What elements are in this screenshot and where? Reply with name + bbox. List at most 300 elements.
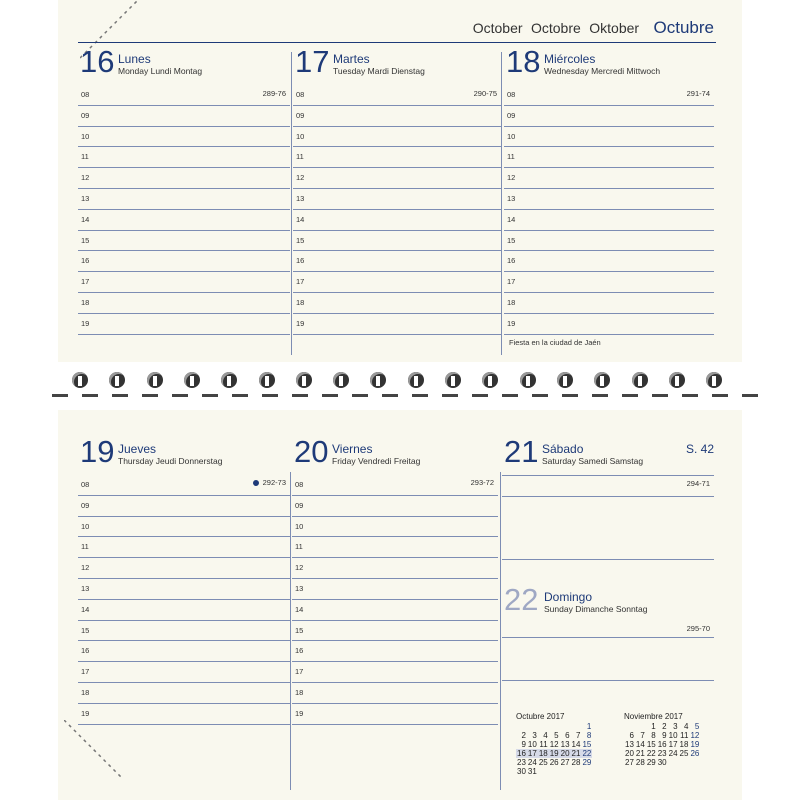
mini-calendar-day (689, 758, 700, 767)
hour-label: 12 (296, 173, 305, 183)
hour-row[interactable] (78, 558, 290, 579)
mini-calendar-day: 17 (668, 740, 678, 749)
fold-dash (412, 394, 428, 397)
month-german: Oktober (589, 20, 640, 36)
hour-label: 17 (507, 277, 516, 287)
fold-dash (562, 394, 578, 397)
mini-calendar-day: 21 (571, 749, 581, 758)
mini-calendar-day: 18 (679, 740, 689, 749)
hour-label: 11 (81, 152, 89, 162)
hour-label: 09 (295, 500, 304, 510)
mini-calendar-day: 9 (521, 740, 526, 749)
line (502, 496, 714, 497)
day-of-year-ref: 291-74 (686, 89, 710, 98)
day-number: 16 (80, 44, 115, 79)
fold-dash (592, 394, 608, 397)
hour-row[interactable] (78, 496, 290, 517)
hour-row[interactable] (78, 272, 290, 293)
mini-calendar-grid (624, 722, 700, 767)
hour-label: 18 (295, 687, 304, 697)
hour-row[interactable] (78, 189, 290, 210)
mini-calendar-day: 20 (560, 749, 570, 758)
mini-calendar-day: 5 (554, 731, 559, 740)
hour-row[interactable] (504, 314, 714, 335)
mini-calendar-day (527, 722, 538, 731)
hour-label: 14 (295, 604, 304, 614)
binding-ring (259, 372, 275, 388)
hour-row[interactable] (504, 251, 714, 272)
hour-row[interactable] (293, 106, 501, 127)
mini-calendar-day (549, 722, 560, 731)
holiday-note: Fiesta en la ciudad de Jaén (509, 338, 601, 347)
day-number: 20 (294, 434, 329, 469)
hour-row[interactable] (78, 662, 290, 683)
fold-dash (472, 394, 488, 397)
hour-row[interactable] (292, 537, 498, 558)
fold-dash (262, 394, 278, 397)
hour-row[interactable] (78, 537, 290, 558)
hour-label: 17 (295, 667, 304, 677)
top-planner-page (58, 0, 742, 362)
hour-row[interactable] (293, 189, 501, 210)
hour-row[interactable] (78, 641, 290, 662)
day-number: 19 (80, 434, 115, 469)
hour-row[interactable] (292, 558, 498, 579)
day-of-year-ref: 295-70 (686, 624, 710, 633)
mini-calendar-day: 1 (586, 722, 592, 731)
mini-calendar-day (538, 767, 549, 776)
mini-calendar-day: 7 (640, 731, 645, 740)
mini-calendar-day: 11 (539, 740, 548, 749)
column-divider (500, 472, 501, 790)
binding-ring (594, 372, 610, 388)
hour-label: 14 (296, 214, 305, 224)
mini-calendar-week (624, 722, 700, 731)
hour-label: 18 (507, 297, 516, 307)
hour-row[interactable] (504, 293, 714, 314)
hour-label: 19 (295, 708, 304, 718)
mini-calendar-day: 22 (646, 749, 656, 758)
hour-row[interactable] (293, 293, 501, 314)
hour-row[interactable] (293, 272, 501, 293)
hour-row[interactable] (292, 579, 498, 600)
binding-ring (296, 372, 312, 388)
mini-calendar-day (560, 722, 571, 731)
hour-label: 08 (296, 90, 305, 99)
day-translations: Sunday Dimanche Sonntag (544, 604, 648, 614)
hour-row[interactable] (292, 600, 498, 621)
binding-ring (408, 372, 424, 388)
mini-calendar-day: 8 (586, 731, 592, 740)
mini-calendar-week (624, 749, 700, 758)
day-column-wednesday (504, 44, 714, 350)
day-number: 21 (504, 434, 539, 469)
hour-label: 10 (81, 521, 90, 531)
binding-ring (445, 372, 461, 388)
mini-calendar-day: 24 (527, 758, 537, 767)
hour-label: 18 (81, 297, 90, 307)
mini-calendar-day: 12 (690, 731, 700, 740)
hour-grid (293, 85, 501, 335)
mini-calendar-title: Octubre 2017 (516, 712, 565, 721)
hour-row[interactable] (504, 189, 714, 210)
mini-calendar-day: 27 (625, 758, 634, 767)
fold-dash (142, 394, 158, 397)
mini-calendar-day: 4 (543, 731, 548, 740)
hour-label: 13 (81, 193, 90, 203)
mini-calendar-day: 18 (538, 749, 548, 758)
day-name: Domingo (544, 590, 593, 604)
hour-label: 13 (295, 583, 304, 593)
fold-dash (532, 394, 548, 397)
day-of-year-ref: 294-71 (686, 479, 710, 488)
mini-calendar-grid (516, 722, 592, 776)
mini-calendar-week (516, 740, 592, 749)
fold-dash (652, 394, 668, 397)
mini-calendar-day: 7 (575, 731, 581, 740)
hour-label: 09 (81, 500, 90, 510)
mini-calendar-day: 8 (651, 731, 656, 740)
mini-calendar-day: 26 (549, 758, 559, 767)
fold-dash (292, 394, 308, 397)
fold-dash (82, 394, 98, 397)
hour-label: 09 (296, 110, 305, 120)
mini-calendar-day: 6 (629, 731, 634, 740)
mini-calendar-week (516, 767, 592, 776)
hour-label: 16 (81, 646, 90, 656)
mini-calendar-day: 20 (625, 749, 634, 758)
mini-calendar-day: 1 (651, 722, 656, 731)
binding-ring (482, 372, 498, 388)
week-number: S. 42 (685, 442, 714, 456)
hour-label: 19 (507, 318, 516, 328)
hour-label: 14 (81, 604, 90, 614)
mini-calendar-week (516, 758, 592, 767)
hour-row[interactable] (78, 579, 290, 600)
hour-row[interactable] (293, 127, 501, 148)
binding-ring (557, 372, 573, 388)
day-number: 18 (506, 44, 541, 79)
binding-ring (109, 372, 125, 388)
day-name: Sábado (542, 442, 584, 456)
hour-label: 14 (507, 214, 516, 224)
mini-calendar-day: 19 (549, 749, 559, 758)
page-perforation (64, 720, 124, 780)
hour-label: 17 (296, 277, 305, 287)
binding-ring (706, 372, 722, 388)
mini-calendar-day (679, 758, 690, 767)
day-of-year-ref (253, 478, 286, 487)
hour-label: 13 (507, 193, 516, 203)
mini-calendar-week (516, 722, 592, 731)
hour-label: 09 (81, 110, 90, 120)
mini-calendar-day: 30 (657, 758, 667, 767)
hour-row[interactable] (78, 251, 290, 272)
hour-label: 12 (81, 563, 90, 573)
fold-dash (112, 394, 128, 397)
hour-label: 13 (81, 583, 90, 593)
fold-dash (442, 394, 458, 397)
fold-dash (502, 394, 518, 397)
hour-row[interactable] (78, 600, 290, 621)
day-number: 22 (504, 582, 539, 617)
mini-calendar-title: Noviembre 2017 (624, 712, 683, 721)
hour-label: 08 (295, 480, 304, 489)
hour-label: 10 (81, 131, 90, 141)
mini-calendar-day: 15 (582, 740, 592, 749)
hour-row[interactable] (292, 621, 498, 642)
day-number: 17 (295, 44, 330, 79)
fold-dash (352, 394, 368, 397)
hour-row[interactable] (292, 475, 498, 496)
binding-ring (370, 372, 386, 388)
hour-row[interactable] (293, 147, 501, 168)
hour-label: 15 (81, 235, 90, 245)
fold-dash (202, 394, 218, 397)
line (502, 637, 714, 638)
hour-row[interactable] (78, 127, 290, 148)
fold-dash (232, 394, 248, 397)
month-english: October (472, 20, 523, 36)
mini-calendar-day: 10 (668, 731, 678, 740)
mini-calendar-day: 28 (571, 758, 581, 767)
day-name: Viernes (332, 442, 373, 456)
hour-row[interactable] (78, 147, 290, 168)
hour-row[interactable] (78, 106, 290, 127)
hour-label: 16 (295, 646, 304, 656)
mini-calendar-week (624, 758, 700, 767)
day-translations: Tuesday Mardi Dienstag (333, 66, 425, 76)
day-of-year-ref: 290-75 (473, 89, 497, 98)
fold-dash (742, 394, 758, 397)
hour-grid (78, 85, 290, 335)
mini-calendar-day (571, 722, 582, 731)
new-moon-icon (253, 480, 259, 486)
binding-ring (184, 372, 200, 388)
hour-row[interactable] (504, 231, 714, 252)
mini-calendar-day (635, 722, 646, 731)
mini-calendar-day: 10 (527, 740, 537, 749)
hour-label: 10 (296, 131, 305, 141)
hour-label: 14 (81, 214, 90, 224)
hour-row[interactable] (293, 231, 501, 252)
hour-row[interactable] (504, 168, 714, 189)
mini-calendar-day (668, 758, 679, 767)
hour-label: 16 (507, 256, 516, 266)
mini-calendar-week (624, 731, 700, 740)
mini-calendar-day: 30 (517, 767, 526, 776)
mini-calendar-day: 29 (646, 758, 656, 767)
mini-calendar-day: 29 (582, 758, 592, 767)
mini-calendar-day: 3 (673, 722, 678, 731)
day-name: Lunes (118, 52, 151, 66)
binding-ring (669, 372, 685, 388)
column-divider (290, 472, 291, 790)
hour-row[interactable] (78, 621, 290, 642)
fold-dash (622, 394, 638, 397)
mini-calendar-week (516, 731, 592, 740)
hour-row[interactable] (504, 272, 714, 293)
binding-ring (72, 372, 88, 388)
hour-row[interactable] (504, 85, 714, 106)
hour-row[interactable] (292, 704, 498, 725)
binding-ring (147, 372, 163, 388)
mini-calendar-day (516, 722, 527, 731)
mini-calendar-day: 11 (680, 731, 689, 740)
day-name: Martes (333, 52, 370, 66)
mini-calendar-day: 4 (683, 722, 689, 731)
hour-label: 11 (507, 152, 515, 162)
day-translations: Monday Lundi Montag (118, 66, 203, 76)
line (502, 559, 714, 560)
mini-calendar-day: 6 (565, 731, 570, 740)
mini-calendar-day (624, 722, 635, 731)
hour-row[interactable] (292, 683, 498, 704)
hour-grid (292, 475, 498, 725)
mini-calendar-day: 31 (527, 767, 537, 776)
column-divider (291, 52, 292, 355)
hour-row[interactable] (293, 251, 501, 272)
hour-label: 16 (81, 256, 90, 266)
hour-label: 18 (81, 687, 90, 697)
hour-row[interactable] (504, 127, 714, 148)
day-of-year-ref-text: 292-73 (262, 478, 286, 487)
hour-row[interactable] (78, 293, 290, 314)
day-name: Jueves (118, 442, 157, 456)
mini-calendar-day: 12 (549, 740, 559, 749)
hour-label: 08 (81, 90, 90, 99)
hour-label: 15 (81, 625, 90, 635)
day-translations: Friday Vendredi Freitag (332, 456, 421, 466)
day-translations: Wednesday Mercredi Mittwoch (544, 66, 661, 76)
hour-label: 15 (507, 235, 516, 245)
fold-dash (382, 394, 398, 397)
hour-row[interactable] (504, 106, 714, 127)
mini-calendar-day: 14 (635, 740, 645, 749)
fold-dash (172, 394, 188, 397)
mini-calendar-day: 16 (517, 749, 526, 758)
fold-dash (712, 394, 728, 397)
mini-calendar-day: 26 (690, 749, 700, 758)
month-spanish: Octubre (653, 18, 714, 37)
mini-calendar-day: 2 (662, 722, 667, 731)
hour-row[interactable] (78, 168, 290, 189)
day-of-year-ref: 289-76 (262, 89, 286, 98)
mini-calendar-day: 27 (560, 758, 570, 767)
mini-calendar-day: 5 (694, 722, 700, 731)
hour-label: 09 (507, 110, 516, 120)
hour-row[interactable] (292, 662, 498, 683)
mini-calendar-day: 15 (646, 740, 656, 749)
mini-calendar-day (571, 767, 582, 776)
hour-label: 12 (507, 173, 516, 183)
hour-row[interactable] (504, 147, 714, 168)
hour-row[interactable] (504, 210, 714, 231)
fold-dash (322, 394, 338, 397)
mini-calendar-day: 19 (690, 740, 700, 749)
mini-calendar-week (516, 749, 592, 758)
day-of-year-ref: 293-72 (470, 478, 494, 487)
mini-calendar-day: 21 (635, 749, 645, 758)
bottom-planner-page (58, 410, 742, 800)
hour-row[interactable] (292, 641, 498, 662)
hour-label: 18 (296, 297, 305, 307)
mini-calendar-day: 28 (635, 758, 645, 767)
mini-calendar-day (549, 767, 560, 776)
hour-label: 12 (81, 173, 90, 183)
mini-calendar-day: 13 (625, 740, 634, 749)
hour-row[interactable] (78, 231, 290, 252)
mini-calendar-day: 25 (538, 758, 548, 767)
binding-ring (520, 372, 536, 388)
hour-label: 13 (296, 193, 305, 203)
fold-dash (682, 394, 698, 397)
mini-calendar-day: 13 (560, 740, 570, 749)
hour-label: 19 (81, 318, 90, 328)
hour-row[interactable] (292, 496, 498, 517)
hour-label: 11 (81, 542, 89, 552)
mini-calendar-day (560, 767, 571, 776)
mini-calendar-day: 9 (662, 731, 667, 740)
line (502, 680, 714, 681)
binding-ring (333, 372, 349, 388)
day-name: Miércoles (544, 52, 596, 66)
hour-grid (504, 85, 714, 335)
mini-calendar-day: 24 (668, 749, 678, 758)
hour-label: 08 (507, 90, 516, 99)
day-column-thursday (78, 434, 290, 765)
day-column-tuesday (293, 44, 501, 350)
binding-ring (221, 372, 237, 388)
column-divider (501, 52, 502, 355)
hour-label: 17 (81, 277, 90, 287)
hour-row[interactable] (292, 517, 498, 538)
mini-calendar-day (538, 722, 549, 731)
mini-calendar-day: 17 (527, 749, 537, 758)
hour-label: 12 (295, 563, 304, 573)
hour-label: 08 (81, 480, 90, 489)
hour-label: 10 (507, 131, 516, 141)
hour-row[interactable] (293, 85, 501, 106)
header-rule (78, 42, 716, 43)
hour-label: 19 (81, 708, 90, 718)
hour-label: 15 (295, 625, 304, 635)
hour-row[interactable] (293, 210, 501, 231)
hour-row[interactable] (78, 517, 290, 538)
mini-calendar-day: 23 (657, 749, 667, 758)
mini-calendar-day: 2 (521, 731, 526, 740)
binding-ring (632, 372, 648, 388)
line (502, 475, 714, 476)
hour-label: 19 (296, 318, 305, 328)
day-translations: Thursday Jeudi Donnerstag (118, 456, 223, 466)
hour-label: 16 (296, 256, 305, 266)
hour-row[interactable] (78, 85, 290, 106)
hour-label: 10 (295, 521, 304, 531)
mini-calendar-week (624, 740, 700, 749)
hour-row[interactable] (78, 683, 290, 704)
fold-dash (52, 394, 68, 397)
hour-row[interactable] (78, 210, 290, 231)
mini-calendar-day: 14 (571, 740, 581, 749)
hour-row[interactable] (293, 314, 501, 335)
hour-row[interactable] (78, 314, 290, 335)
mini-calendar-day: 22 (582, 749, 592, 758)
hour-row[interactable] (293, 168, 501, 189)
day-translations: Saturday Samedi Samstag (542, 456, 644, 466)
mini-calendar-day: 3 (532, 731, 537, 740)
mini-calendar-day: 25 (679, 749, 689, 758)
